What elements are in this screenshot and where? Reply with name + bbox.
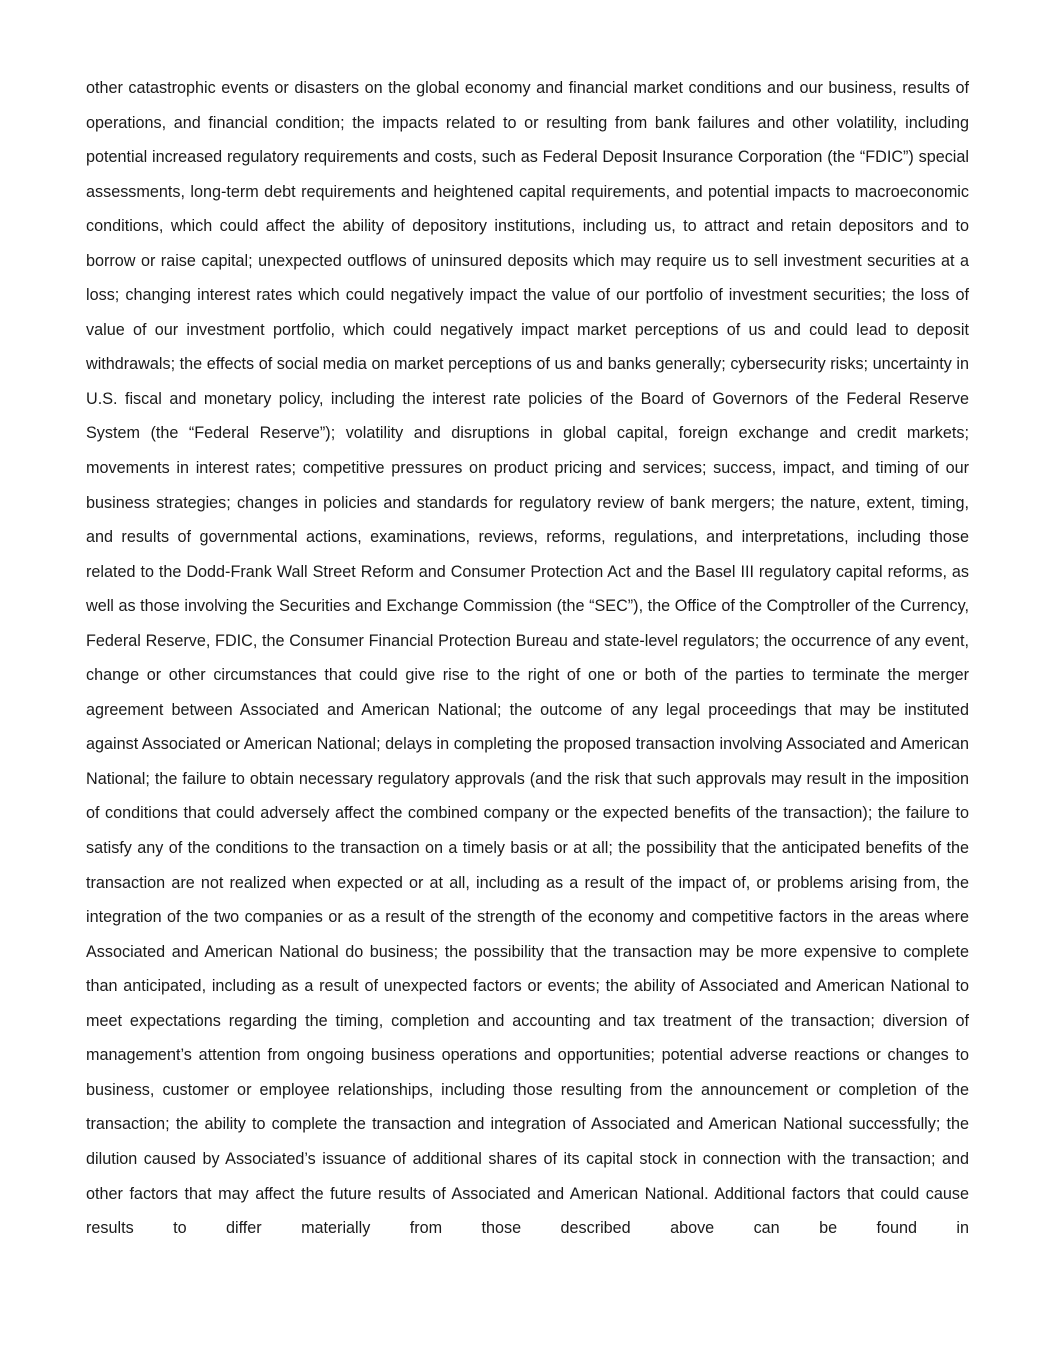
- document-page: [86, 71, 969, 1246]
- body-paragraph: other catastrophic events or disasters on the global economy and financial market conditions and our business, results of operations, and financial condition; the impacts related to or resulting from bank failures and other volatility, including potential increased regulatory requirements and costs, such as Federal Deposit Insurance Corporation (the “FDIC”) special assessments, long-term debt requirements and heightened capital requirements, and potential impacts to macroeconomic conditions, which could affect the ability of depository institutions, including us, to attract and retain depositors and to borrow or raise capital; unexpected outflows of uninsured deposits which may require us to sell investment securities at a loss; changing interest rates which could negatively impact the value of our portfolio of investment securities; the loss of value of our investment portfolio, which could negatively impact market perceptions of us and could lead to deposit withdrawals; the effects of social media on market perceptions of us and banks generally; cybersecurity risks; uncertainty in U.S. fiscal and monetary policy, including the interest rate policies of the Board of Governors of the Federal Reserve System (the “Federal Reserve”); volatility and disruptions in global capital, foreign exchange and credit markets; movements in interest rates; competitive pressures on product pricing and services; success, impact, and timing of our business strategies; changes in policies and standards for regulatory review of bank mergers; the nature, extent, timing, and results of governmental actions, examinations, reviews, reforms, regulations, and interpretations, including those related to the Dodd-Frank Wall Street Reform and Consumer Protection Act and the Basel III regulatory capital reforms, as well as those involving the Securities and Exchange Commission (the “SEC”), the Office of the Comptroller of the Currency, Federal Reserve, FDIC, the Consumer Financial Protection Bureau and state-level regulators; the occurrence of any event, change or other circumstances that could give rise to the right of one or both of the parties to terminate the merger agreement between Associated and American National; the outcome of any legal proceedings that may be instituted against Associated or American National; delays in completing the proposed transaction involving Associated and American National; the failure to obtain necessary regulatory approvals (and the risk that such approvals may result in the imposition of conditions that could adversely affect the combined company or the expected benefits of the transaction); the failure to satisfy any of the conditions to the transaction on a timely basis or at all; the possibility that the anticipated benefits of the transaction are not realized when expected or at all, including as a result of the impact of, or problems arising from, the integration of the two companies or as a result of the strength of the economy and competitive factors in the areas where Associated and American National do business; the possibility that the transaction may be more expensive to complete than anticipated, including as a result of unexpected factors or events; the ability of Associated and American National to meet expectations regarding the timing, completion and accounting and tax treatment of the transaction; diversion of management’s attention from ongoing business operations and opportunities; potential adverse reactions or changes to business, customer or employee relationships, including those resulting from the announcement or completion of the transaction; the ability to complete the transaction and integration of Associated and American National successfully; the dilution caused by Associated’s issuance of additional shares of its capital stock in connection with the transaction; and other factors that may affect the future results of Associated and American National. Additional factors that could cause results to differ materially from those described above can be found in: [86, 79, 969, 1238]
